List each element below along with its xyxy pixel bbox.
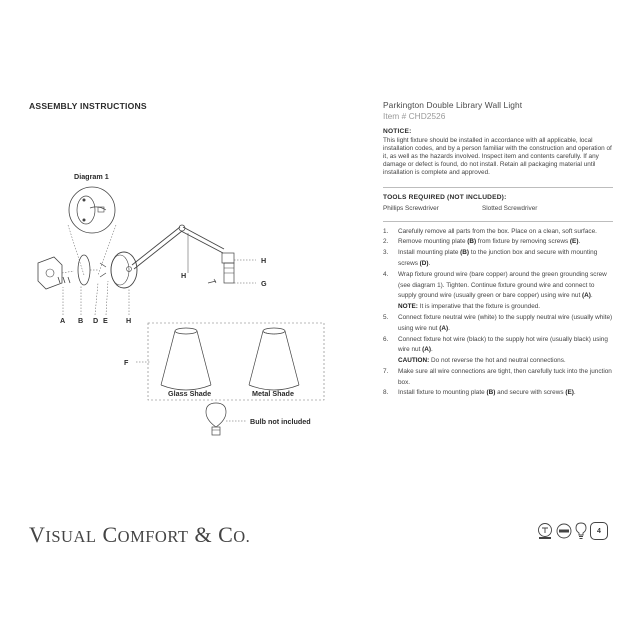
label-h-backplate: H (126, 316, 132, 325)
damp-location-icon (556, 523, 572, 539)
step-item: 3. Install mounting plate (B) to the junction box and secure with mounting screws (D). (383, 249, 598, 267)
grounding-note: NOTE: It is imperative that the fixture is grounded. (398, 303, 541, 311)
caution-note: CAUTION: Do not reverse the hot and neutral connections. (398, 357, 566, 365)
label-a: A (60, 316, 66, 325)
divider (383, 221, 613, 222)
step-item: 7. Make sure all wire connections are tight, then carefully tuck into the junction box. (383, 367, 612, 386)
label-d: D (93, 316, 99, 325)
divider (383, 187, 613, 188)
bulb-drawing (206, 403, 246, 435)
glass-shade-label: Glass Shade (168, 389, 212, 398)
assembly-diagram (28, 165, 328, 440)
tool-slotted: Slotted Screwdriver (482, 204, 538, 212)
notice-heading: NOTICE: (383, 128, 412, 135)
assembly-instructions-title: ASSEMBLY INSTRUCTIONS (29, 101, 147, 111)
bulb-not-included-label: Bulb not included (250, 417, 311, 426)
label-e: E (103, 316, 108, 325)
swing-arms (132, 225, 224, 273)
metal-shade (249, 328, 299, 390)
label-h-socket: H (261, 256, 267, 265)
glass-shade (161, 328, 211, 390)
mounting-plate (78, 255, 106, 285)
item-number: Item # CHD2526 (383, 111, 446, 121)
instructions-column (383, 100, 613, 399)
metal-shade-label: Metal Shade (252, 389, 294, 398)
etl-listed-icon (537, 522, 553, 540)
label-b: B (78, 316, 84, 325)
socket-assembly (208, 253, 256, 283)
certification-icons (537, 522, 608, 540)
step-item: 4. Wrap fixture ground wire (bare copper) around the green grounding screw (see diagram 1). Tighten. Continue fixture ground wire and connect to supply ground wire (usually green or bare copper) using wire nut (A). (383, 270, 607, 300)
tools-heading: TOOLS REQUIRED (NOT INCLUDED): (383, 193, 507, 201)
steps-list (383, 227, 613, 400)
diagram1-label: Diagram 1 (74, 172, 109, 181)
step-item: 5. Connect fixture neutral wire (white) to the supply neutral wire (usually white) using wire nut (A). (383, 313, 613, 332)
four-lights-badge: 4 (590, 522, 608, 540)
backplate (111, 252, 137, 288)
junction-box (38, 257, 74, 289)
tool-phillips: Phillips Screwdriver (383, 204, 439, 212)
step-item: 8. Install fixture to mounting plate (B) and secure with screws (E). (383, 389, 576, 397)
diagram1-detail (68, 187, 116, 275)
product-title: Parkington Double Library Wall Light (383, 100, 523, 110)
step-item: 6. Connect fixture hot wire (black) to the supply hot wire (usually black) using wire nut (A). (383, 335, 608, 354)
label-f: F (124, 358, 129, 367)
label-h-arm: H (181, 271, 187, 280)
step-item: 2. Remove mounting plate (B) from fixture by removing screws (E). (383, 238, 581, 246)
brand-logo: VISUAL COMFORT & CO. (29, 522, 251, 547)
step-item: 1. Carefully remove all parts from the box. Place on a clean, soft surface. (383, 227, 597, 235)
tools-list (383, 205, 613, 212)
bulb-icon (575, 522, 587, 540)
label-g: G (261, 279, 267, 288)
notice-text: This light fixture should be installed in accordance with all applicable, local installation codes, and by a person familiar with the construction and operation of it, as well as the hazards involved. Inspect item and contents carefully. If any damage or defect is found, do not install. Retain all packaging material until installation is complete and approved. (383, 137, 612, 176)
